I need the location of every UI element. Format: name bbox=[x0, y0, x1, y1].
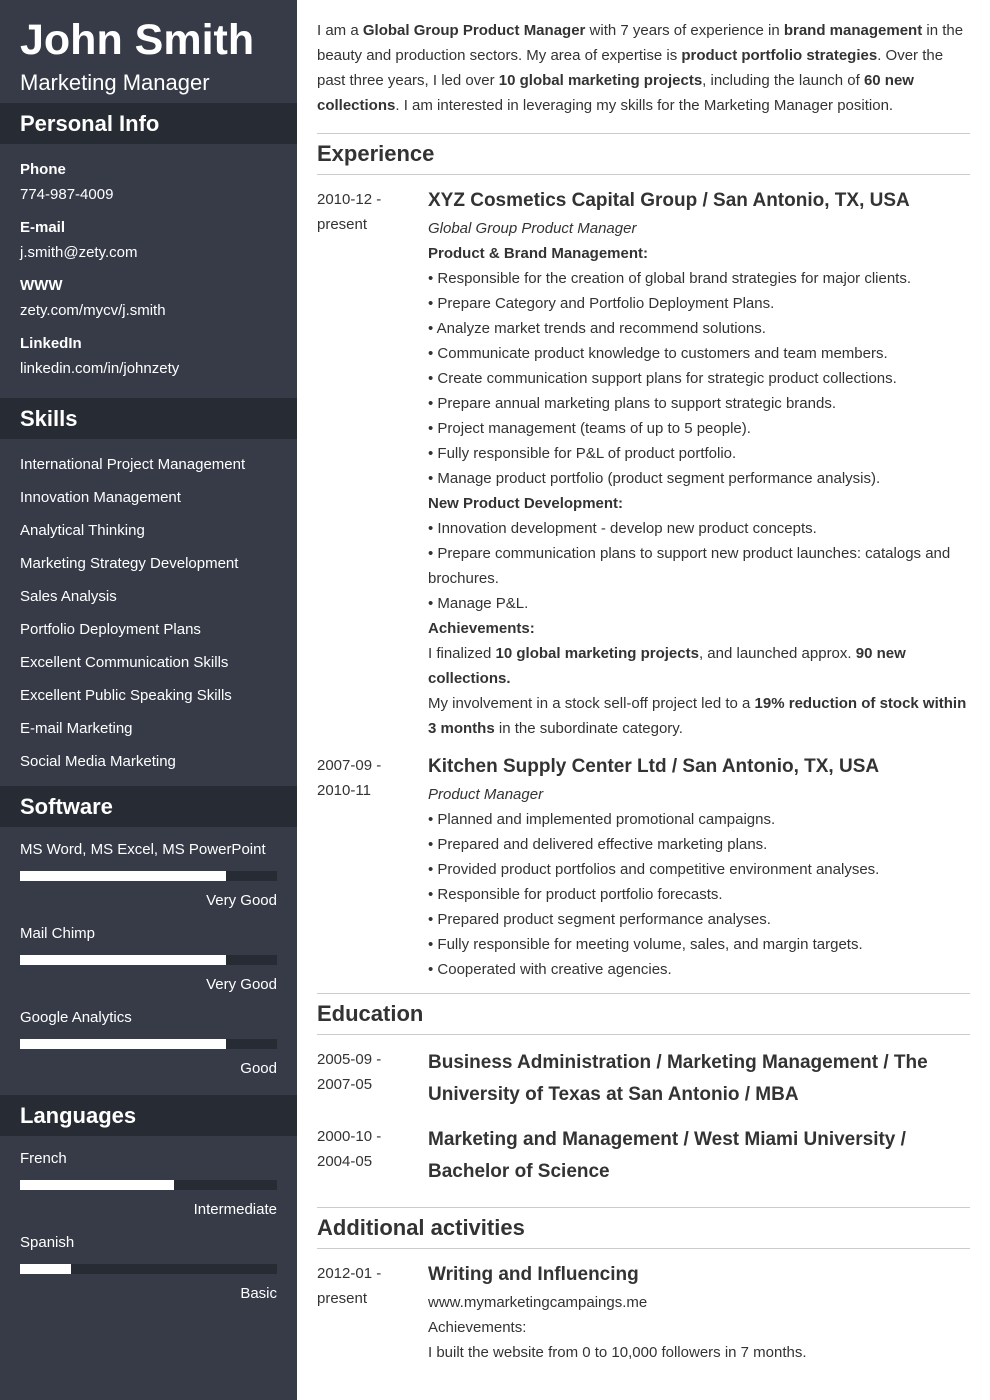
date-end: present bbox=[317, 216, 368, 233]
bullet: • Create communication support plans for strategic product collections. bbox=[428, 370, 897, 387]
date-end: present bbox=[317, 1290, 368, 1307]
summary-text: , including the launch of bbox=[702, 72, 864, 89]
linkedin-label: LinkedIn bbox=[20, 335, 82, 352]
divider bbox=[317, 1034, 970, 1035]
sidebar-header bbox=[0, 0, 297, 103]
skill-item: Excellent Public Speaking Skills bbox=[20, 687, 232, 704]
bullet: • Cooperated with creative agencies. bbox=[428, 961, 672, 978]
bullet: • Prepare Category and Portfolio Deployment Plans. bbox=[428, 295, 775, 312]
software-name: MS Word, MS Excel, MS PowerPoint bbox=[20, 841, 266, 858]
education-entry bbox=[317, 1124, 970, 1189]
achievement-text: in the subordinate category. bbox=[494, 720, 683, 737]
phone-item bbox=[20, 157, 277, 207]
main-content bbox=[297, 0, 990, 1400]
skills-heading: Skills bbox=[0, 398, 297, 439]
candidate-role: Marketing Manager bbox=[20, 70, 210, 95]
personal-info-list bbox=[0, 144, 297, 398]
candidate-name: John Smith bbox=[20, 16, 255, 64]
language-name: Spanish bbox=[20, 1234, 75, 1251]
job-dates bbox=[317, 753, 428, 982]
software-heading: Software bbox=[0, 786, 297, 827]
summary-highlight: 10 global marketing projects bbox=[498, 72, 703, 89]
bullet: • Prepare communication plans to support new product launches: catalogs and brochures. bbox=[428, 545, 951, 587]
date-start: 2005-09 - bbox=[317, 1051, 382, 1068]
bullet: • Prepared product segment performance analyses. bbox=[428, 911, 771, 928]
linkedin-value[interactable]: linkedin.com/in/johnzety bbox=[20, 360, 180, 377]
skill-item: Portfolio Deployment Plans bbox=[20, 621, 201, 638]
job-company: XYZ Cosmetics Capital Group / San Antonio, TX, USA bbox=[428, 190, 910, 211]
linkedin-item bbox=[20, 331, 277, 381]
languages-list bbox=[0, 1136, 297, 1320]
phone-label: Phone bbox=[20, 161, 66, 178]
bullet: • Analyze market trends and recommend solutions. bbox=[428, 320, 766, 337]
bullet: • Prepare annual marketing plans to support strategic brands. bbox=[428, 395, 836, 412]
job-content bbox=[428, 187, 970, 741]
bullet: • Manage product portfolio (product segment performance analysis). bbox=[428, 470, 881, 487]
skill-item: Innovation Management bbox=[20, 489, 181, 506]
bullet: • Project management (teams of up to 5 people). bbox=[428, 420, 751, 437]
activity-website[interactable]: www.mymarketingcampaings.me bbox=[428, 1294, 648, 1311]
job-subheading: Product & Brand Management: bbox=[428, 245, 649, 262]
education-content bbox=[428, 1047, 970, 1112]
activity-line: I built the website from 0 to 10,000 followers in 7 months. bbox=[428, 1344, 807, 1361]
activities-section bbox=[317, 1207, 970, 1365]
date-end: 2004-05 bbox=[317, 1153, 373, 1170]
proficiency-fill bbox=[20, 1039, 226, 1049]
job-company: Kitchen Supply Center Ltd / San Antonio, TX, USA bbox=[428, 756, 880, 777]
education-title: Marketing and Management / West Miami University / Bachelor of Science bbox=[428, 1129, 906, 1182]
proficiency-fill bbox=[20, 1180, 174, 1190]
profile-summary bbox=[317, 18, 970, 118]
education-title: Business Administration / Marketing Management / The University of Texas at San Antonio / MBA bbox=[428, 1052, 928, 1105]
job-subheading: Achievements: bbox=[428, 620, 535, 637]
proficiency-bar bbox=[20, 1264, 277, 1274]
activity-line: Achievements: bbox=[428, 1319, 527, 1336]
proficiency-level: Basic bbox=[240, 1285, 277, 1302]
skill-item: Social Media Marketing bbox=[20, 753, 176, 770]
job-entry bbox=[317, 187, 970, 741]
bullet: • Manage P&L. bbox=[428, 595, 529, 612]
skill-item: Sales Analysis bbox=[20, 588, 117, 605]
divider bbox=[317, 174, 970, 175]
date-start: 2010-12 - bbox=[317, 191, 382, 208]
education-content bbox=[428, 1124, 970, 1189]
education-dates bbox=[317, 1124, 428, 1189]
proficiency-bar bbox=[20, 1039, 277, 1049]
summary-text: I am a bbox=[317, 22, 363, 39]
job-position: Product Manager bbox=[428, 786, 544, 803]
date-end: 2010-11 bbox=[317, 782, 371, 799]
achievement-text: My involvement in a stock sell-off project led to a bbox=[428, 695, 755, 712]
bullet: • Fully responsible for meeting volume, sales, and margin targets. bbox=[428, 936, 863, 953]
skill-item: E-mail Marketing bbox=[20, 720, 133, 737]
activity-dates bbox=[317, 1261, 428, 1365]
www-item bbox=[20, 273, 277, 323]
experience-heading: Experience bbox=[317, 141, 435, 166]
skill-item: Excellent Communication Skills bbox=[20, 654, 229, 671]
date-start: 2007-09 - bbox=[317, 757, 382, 774]
skill-item: International Project Management bbox=[20, 456, 246, 473]
job-position: Global Group Product Manager bbox=[428, 220, 637, 237]
bullet: • Innovation development - develop new product concepts. bbox=[428, 520, 817, 537]
bullet: • Responsible for the creation of global brand strategies for major clients. bbox=[428, 270, 912, 287]
software-item bbox=[20, 921, 277, 997]
www-value[interactable]: zety.com/mycv/j.smith bbox=[20, 302, 166, 319]
job-subheading: New Product Development: bbox=[428, 495, 624, 512]
achievement bbox=[428, 641, 970, 691]
bullet: • Fully responsible for P&L of product portfolio. bbox=[428, 445, 737, 462]
software-list bbox=[0, 827, 297, 1095]
proficiency-bar bbox=[20, 955, 277, 965]
www-label: WWW bbox=[20, 277, 63, 294]
summary-text: with 7 years of experience in bbox=[585, 22, 784, 39]
software-name: Google Analytics bbox=[20, 1009, 132, 1026]
achievement-highlight: 90 new collections. bbox=[428, 645, 906, 687]
achievement-highlight: 10 global marketing projects bbox=[495, 645, 699, 662]
activity-title: Writing and Influencing bbox=[428, 1264, 639, 1285]
proficiency-level: Very Good bbox=[206, 976, 277, 993]
skills-list bbox=[0, 439, 297, 786]
bullet: • Responsible for product portfolio forecasts. bbox=[428, 886, 723, 903]
bullet: • Communicate product knowledge to customers and team members. bbox=[428, 345, 888, 362]
proficiency-fill bbox=[20, 1264, 71, 1274]
email-label: E-mail bbox=[20, 219, 66, 236]
email-item bbox=[20, 215, 277, 265]
achievement-text: I finalized bbox=[428, 645, 496, 662]
bullet: • Provided product portfolios and competitive environment analyses. bbox=[428, 861, 880, 878]
activities-heading: Additional activities bbox=[317, 1215, 525, 1240]
summary-highlight: product portfolio strategies bbox=[681, 47, 878, 64]
education-entry bbox=[317, 1047, 970, 1112]
activity-entry bbox=[317, 1261, 970, 1365]
job-dates bbox=[317, 187, 428, 741]
achievement bbox=[428, 691, 970, 741]
language-item bbox=[20, 1146, 277, 1222]
bullet: • Planned and implemented promotional campaigns. bbox=[428, 811, 776, 828]
languages-heading: Languages bbox=[0, 1095, 297, 1136]
language-item bbox=[20, 1230, 277, 1306]
education-heading: Education bbox=[317, 1001, 424, 1026]
date-start: 2012-01 - bbox=[317, 1265, 382, 1282]
sidebar bbox=[0, 0, 297, 1400]
activity-content bbox=[428, 1261, 970, 1365]
summary-text: . I am interested in leveraging my skills for the Marketing Manager position. bbox=[395, 97, 894, 114]
summary-text: in the beauty and production sectors. My area of expertise is bbox=[317, 22, 964, 64]
proficiency-level: Very Good bbox=[206, 892, 277, 909]
summary-text: . Over the past three years, I led over bbox=[317, 47, 944, 89]
skill-item: Marketing Strategy Development bbox=[20, 555, 239, 572]
education-dates bbox=[317, 1047, 428, 1112]
date-start: 2000-10 - bbox=[317, 1128, 382, 1145]
achievement-highlight: 19% reduction of stock within 3 months bbox=[428, 695, 967, 737]
proficiency-level: Intermediate bbox=[193, 1201, 277, 1218]
achievement-text: , and launched approx. bbox=[698, 645, 856, 662]
summary-highlight: brand management bbox=[783, 22, 923, 39]
job-content bbox=[428, 753, 970, 982]
proficiency-fill bbox=[20, 871, 226, 881]
language-name: French bbox=[20, 1150, 67, 1167]
software-item bbox=[20, 1005, 277, 1081]
phone-value: 774-987-4009 bbox=[20, 186, 114, 203]
proficiency-bar bbox=[20, 1180, 277, 1190]
email-value[interactable]: j.smith@zety.com bbox=[20, 244, 138, 261]
bullet: • Prepared and delivered effective marketing plans. bbox=[428, 836, 768, 853]
divider bbox=[317, 1248, 970, 1249]
job-entry bbox=[317, 753, 970, 982]
proficiency-fill bbox=[20, 955, 226, 965]
personal-info-heading: Personal Info bbox=[0, 103, 297, 144]
software-item bbox=[20, 837, 277, 913]
proficiency-level: Good bbox=[240, 1060, 277, 1077]
summary-highlight: Global Group Product Manager bbox=[362, 22, 586, 39]
proficiency-bar bbox=[20, 871, 277, 881]
summary-highlight: 60 new collections bbox=[317, 72, 914, 114]
software-name: Mail Chimp bbox=[20, 925, 96, 942]
education-section bbox=[317, 993, 970, 1189]
date-end: 2007-05 bbox=[317, 1076, 373, 1093]
skill-item: Analytical Thinking bbox=[20, 522, 145, 539]
